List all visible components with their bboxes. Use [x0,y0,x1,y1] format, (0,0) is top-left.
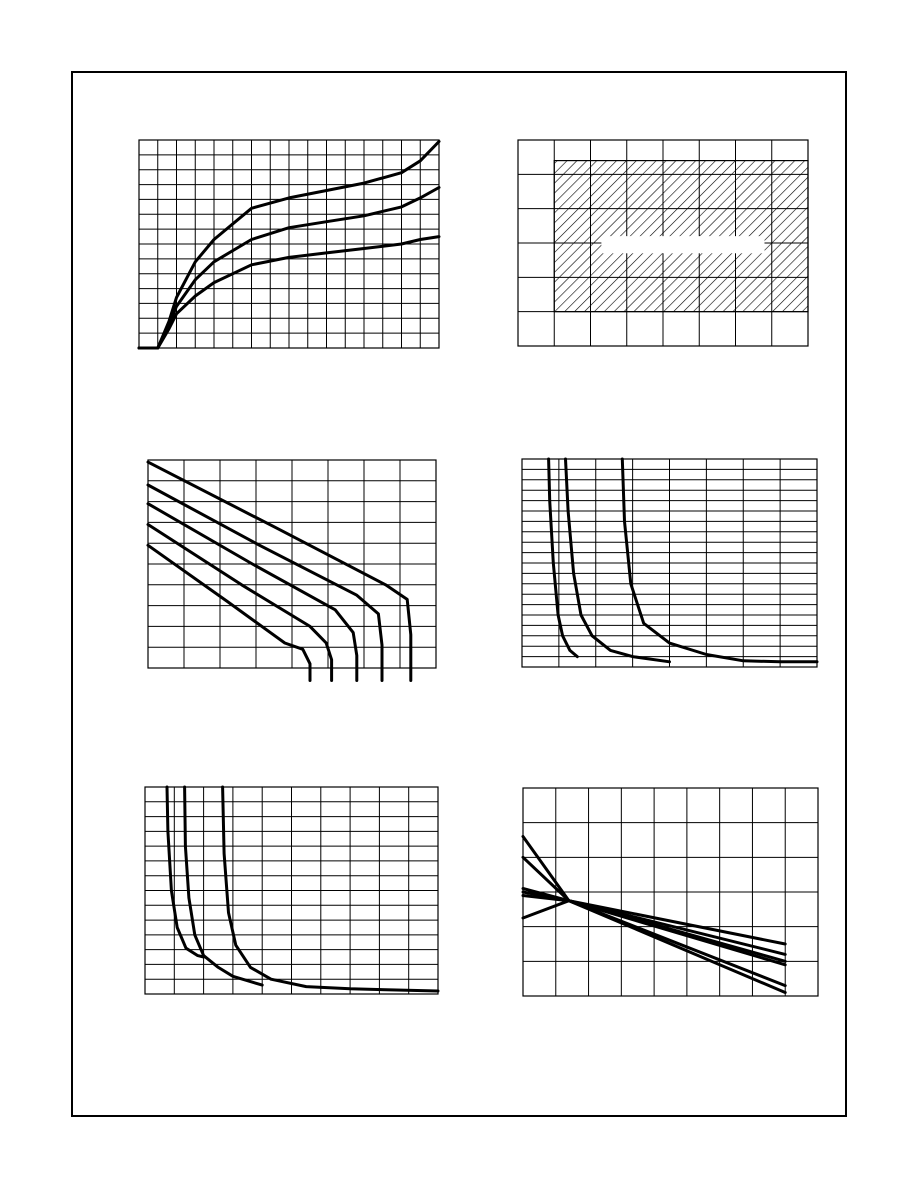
series-line-3 [622,459,817,662]
series-line-5 [148,462,411,680]
series-line-2 [148,525,332,681]
chart-2 [518,140,808,346]
label-box [601,236,764,253]
chart-4 [522,459,817,667]
chart-1 [139,140,439,348]
series-line-3 [223,787,438,991]
chart-3 [148,460,436,668]
chart-5 [145,787,438,994]
chart-6 [523,788,818,996]
series-line-4 [148,485,382,681]
